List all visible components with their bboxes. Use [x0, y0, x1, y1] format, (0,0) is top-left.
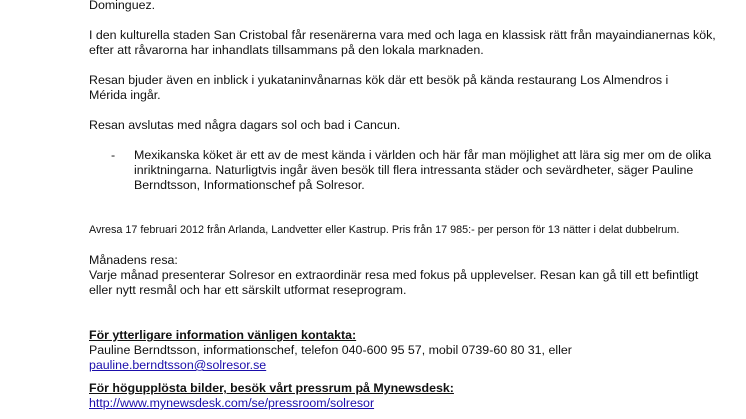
intro-line: Dominguez. — [89, 0, 156, 12]
document-body — [89, 0, 729, 411]
press-heading: För högupplösta bilder, besök vårt pressrum på Mynewsdesk: — [89, 381, 454, 395]
quote-text: Mexikanska köket är ett av de mest kända i världen och här får man möjlighet att lära sig mer om de olika inriktningarna. Naturligtvis ingår även besök till flera intressanta städer och sevärdheter, säger Pauline Berndtsson, Informationschef på Solresor. — [134, 148, 712, 192]
press-room-link[interactable]: http://www.mynewsdesk.com/se/pressroom/solresor — [89, 396, 375, 410]
paragraph-cancun: Resan avslutas med några dagars sol och bad i Cancun. — [89, 118, 401, 132]
paragraph-yukatan: Resan bjuder även en inblick i yukataninvånarnas kök där ett besök på kända restaurang Los Almendros i Mérida ingår. — [89, 73, 669, 102]
contact-email-link[interactable]: pauline.berndtsson@solresor.se — [89, 358, 267, 372]
paragraph-san-cristobal: I den kulturella staden San Cristobal får resenärerna vara med och laga en klassisk rätt från mayaindianernas kök, efter att råvarorna har inhandlats tillsammans på den lokala marknaden. — [89, 28, 716, 57]
quote-block — [89, 148, 729, 193]
monthly-trip-heading: Månadens resa: — [89, 253, 178, 267]
spacer — [89, 193, 729, 208]
spacer — [89, 58, 729, 73]
spacer — [89, 373, 729, 381]
spacer — [89, 208, 729, 223]
spacer — [89, 238, 729, 253]
departure-info: Avresa 17 februari 2012 från Arlanda, Landvetter eller Kastrup. Pris från 17 985:- per person för 13 nätter i delat dubbelrum. — [89, 224, 680, 236]
spacer — [89, 13, 729, 28]
contact-text: Pauline Berndtsson, informationschef, telefon 040-600 95 57, mobil 0739-60 80 31, eller — [89, 343, 572, 357]
contact-heading: För ytterligare information vänligen kontakta: — [89, 328, 357, 342]
spacer — [89, 133, 729, 148]
spacer — [89, 298, 729, 313]
monthly-trip-text: Varje månad presenterar Solresor en extraordinär resa med fokus på upplevelser. Resan kan gå till ett befintligt eller nytt resmål och har ett särskilt utformat reseprogram. — [89, 268, 699, 297]
spacer — [89, 103, 729, 118]
spacer — [89, 313, 729, 328]
quote-dash: - — [111, 148, 116, 162]
